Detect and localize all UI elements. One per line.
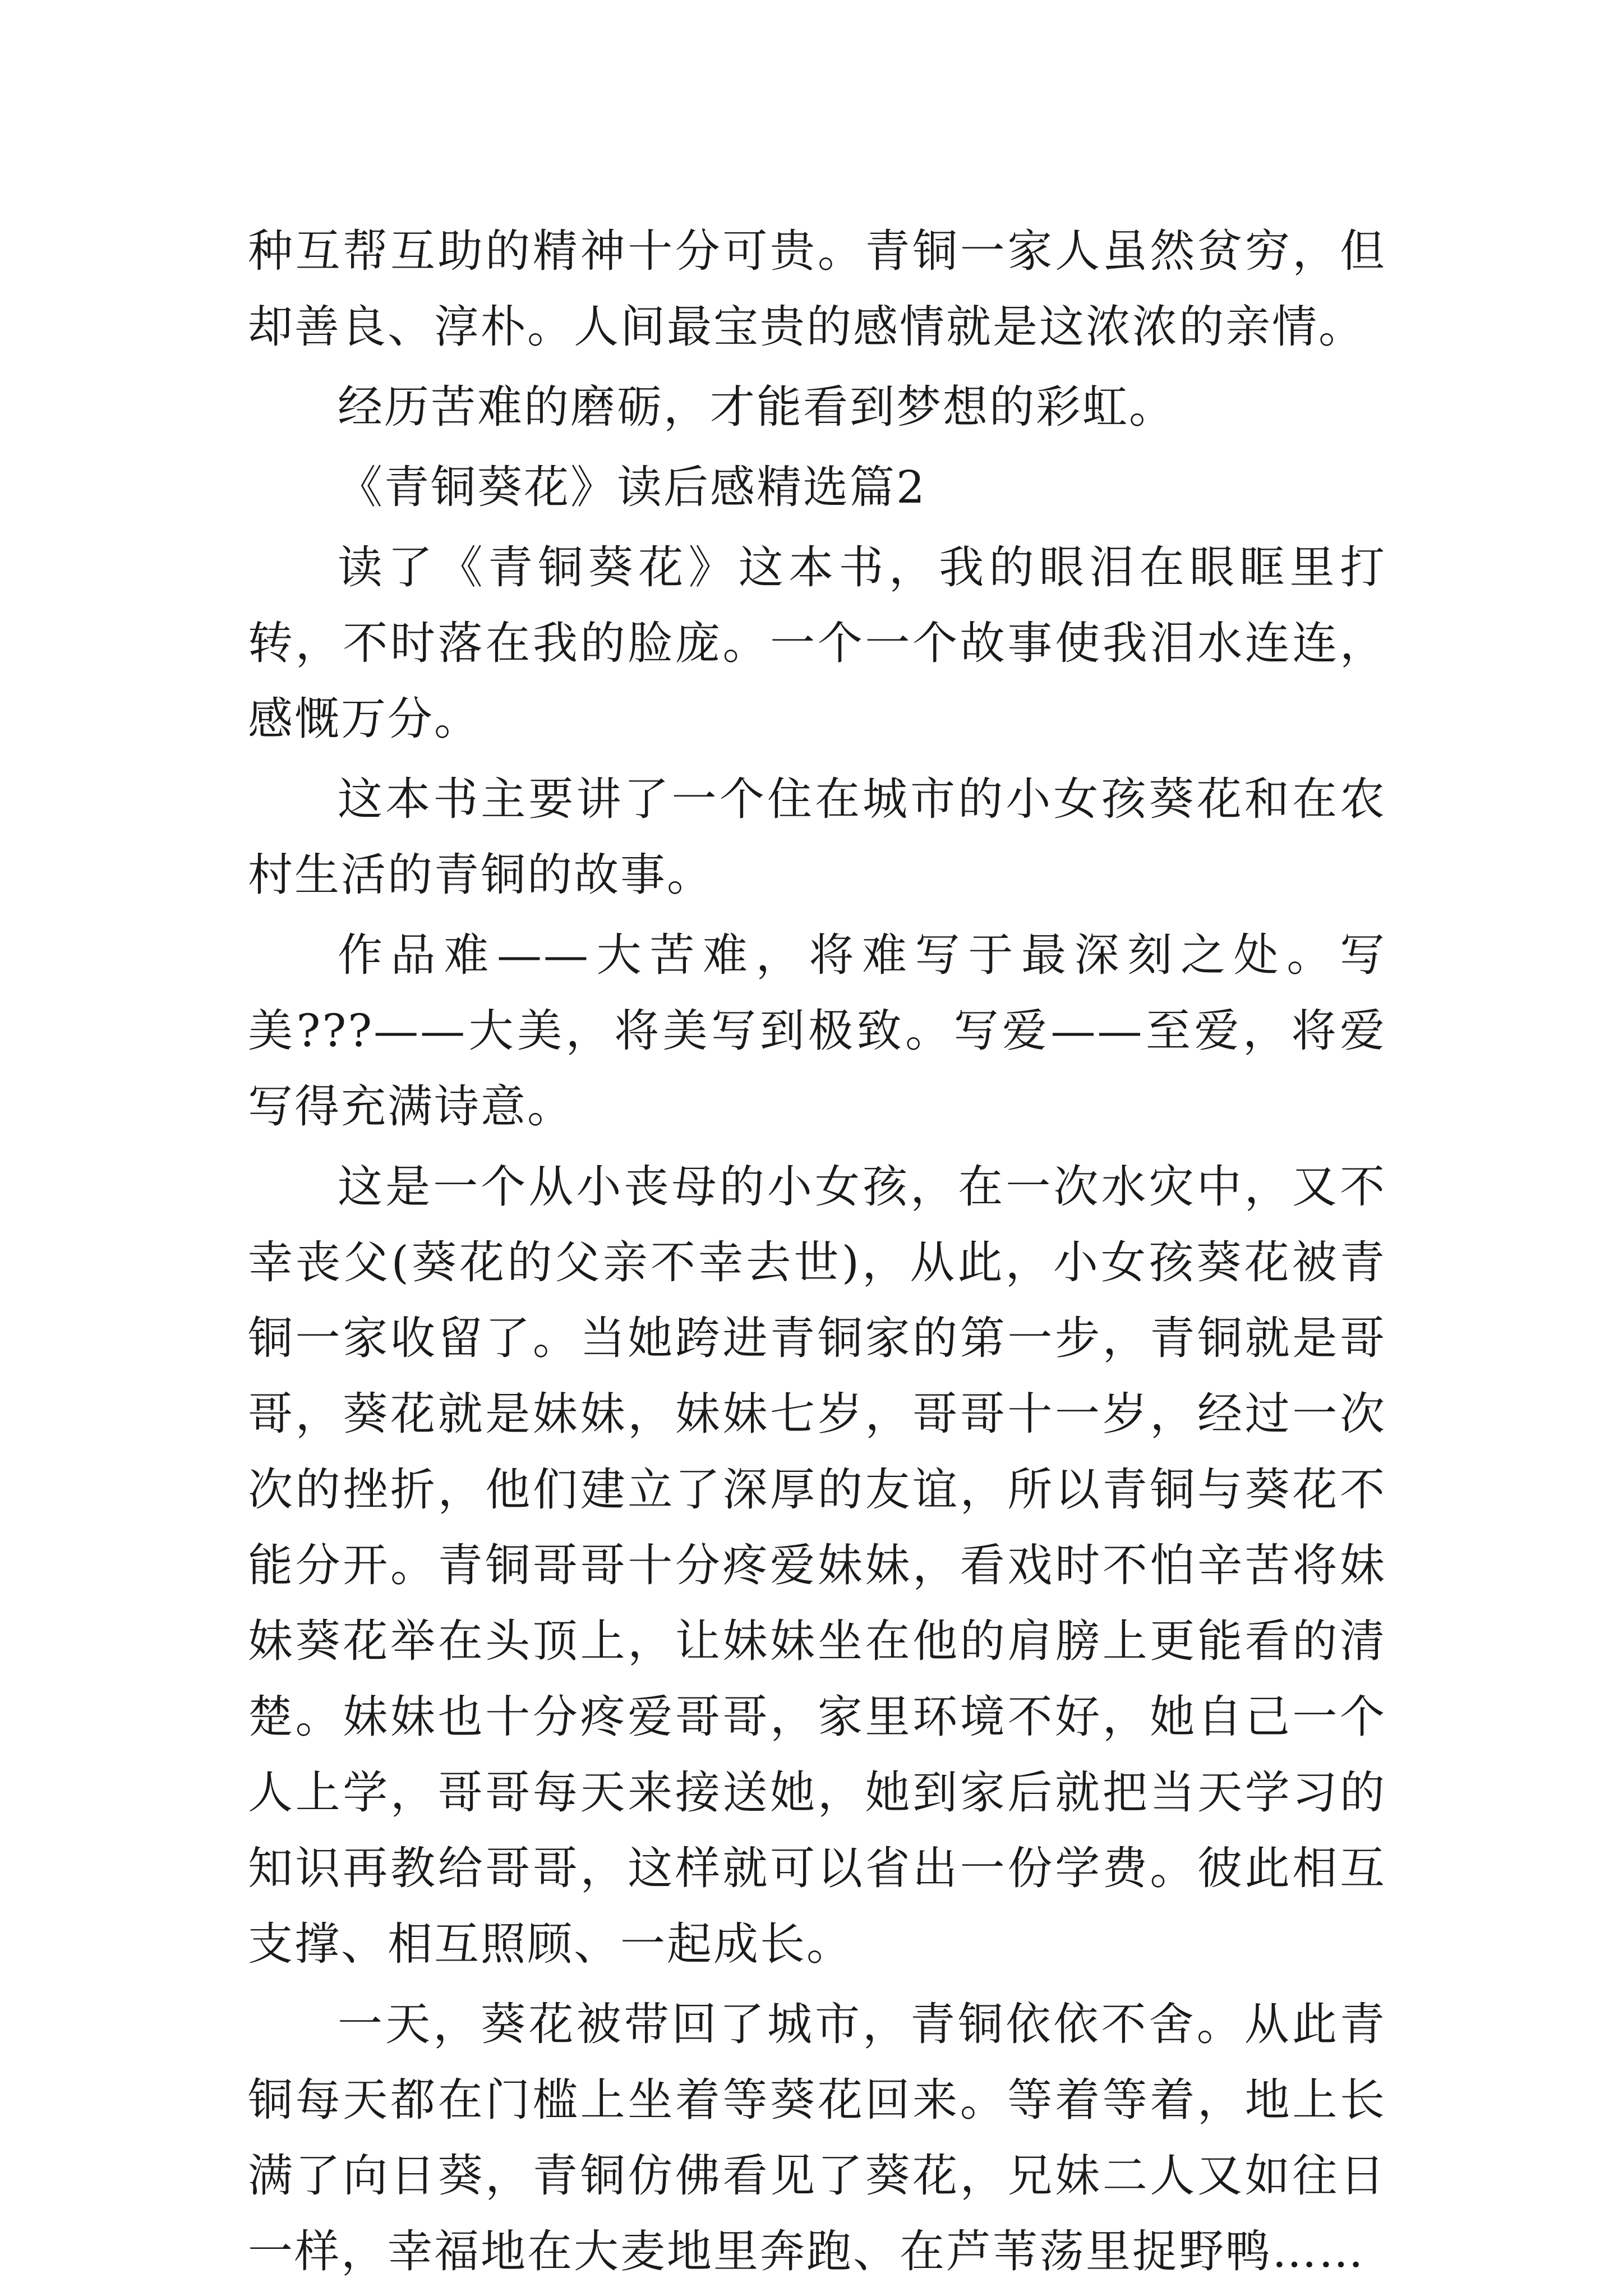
section-heading: 《青铜葵花》读后感精选篇2 (338, 461, 926, 513)
paragraph-3: 读了《青铜葵花》这本书，我的眼泪在眼眶里打转，不时落在我的脸庞。一个一个故事使我泪水连连，感慨万分。 (248, 541, 1386, 745)
paragraph-2: 经历苦难的磨砺，才能看到梦想的彩虹。 (338, 381, 1175, 433)
paragraph-1: 种互帮互助的精神十分可贵。青铜一家人虽然贫穷，但却善良、淳朴。人间最宝贵的感情就是这浓浓的亲情。 (248, 225, 1386, 353)
paragraph-4: 这本书主要讲了一个住在城市的小女孩葵花和在农村生活的青铜的故事。 (248, 773, 1386, 901)
paragraph-6: 这是一个从小丧母的小女孩，在一次水灾中，又不幸丧父(葵花的父亲不幸去世)，从此，小女孩葵花被青铜一家收留了。当她跨进青铜家的第一步，青铜就是哥哥，葵花就是妹妹，妹妹七岁，哥哥十一岁，经过一次次的挫折，他们建立了深厚的友谊，所以青铜与葵花不能分开。青铜哥哥十分疼爱妹妹，看戏时不怕辛苦将妹妹葵花举在头顶上，让妹妹坐在他的肩膀上更能看的清楚。妹妹也十分疼爱哥哥，家里环境不好，她自己一个人上学，哥哥每天来接送她，她到家后就把当天学习的知识再教给哥哥，这样就可以省出一份学费。彼此相互支撑、相互照顾、一起成长。 (248, 1161, 1386, 1970)
paragraph-7: 一天，葵花被带回了城市，青铜依依不舍。从此青铜每天都在门槛上坐着等葵花回来。等着等着，地上长满了向日葵，青铜仿佛看见了葵花，兄妹二人又如往日一样，幸福地在大麦地里奔跑、在芦苇荡里捉野鸭…… (248, 1998, 1386, 2277)
paragraph-5: 作品难——大苦难，将难写于最深刻之处。写美???——大美，将美写到极致。写爱——至爱，将爱写得充满诗意。 (248, 929, 1386, 1133)
document-body (248, 213, 1386, 2289)
